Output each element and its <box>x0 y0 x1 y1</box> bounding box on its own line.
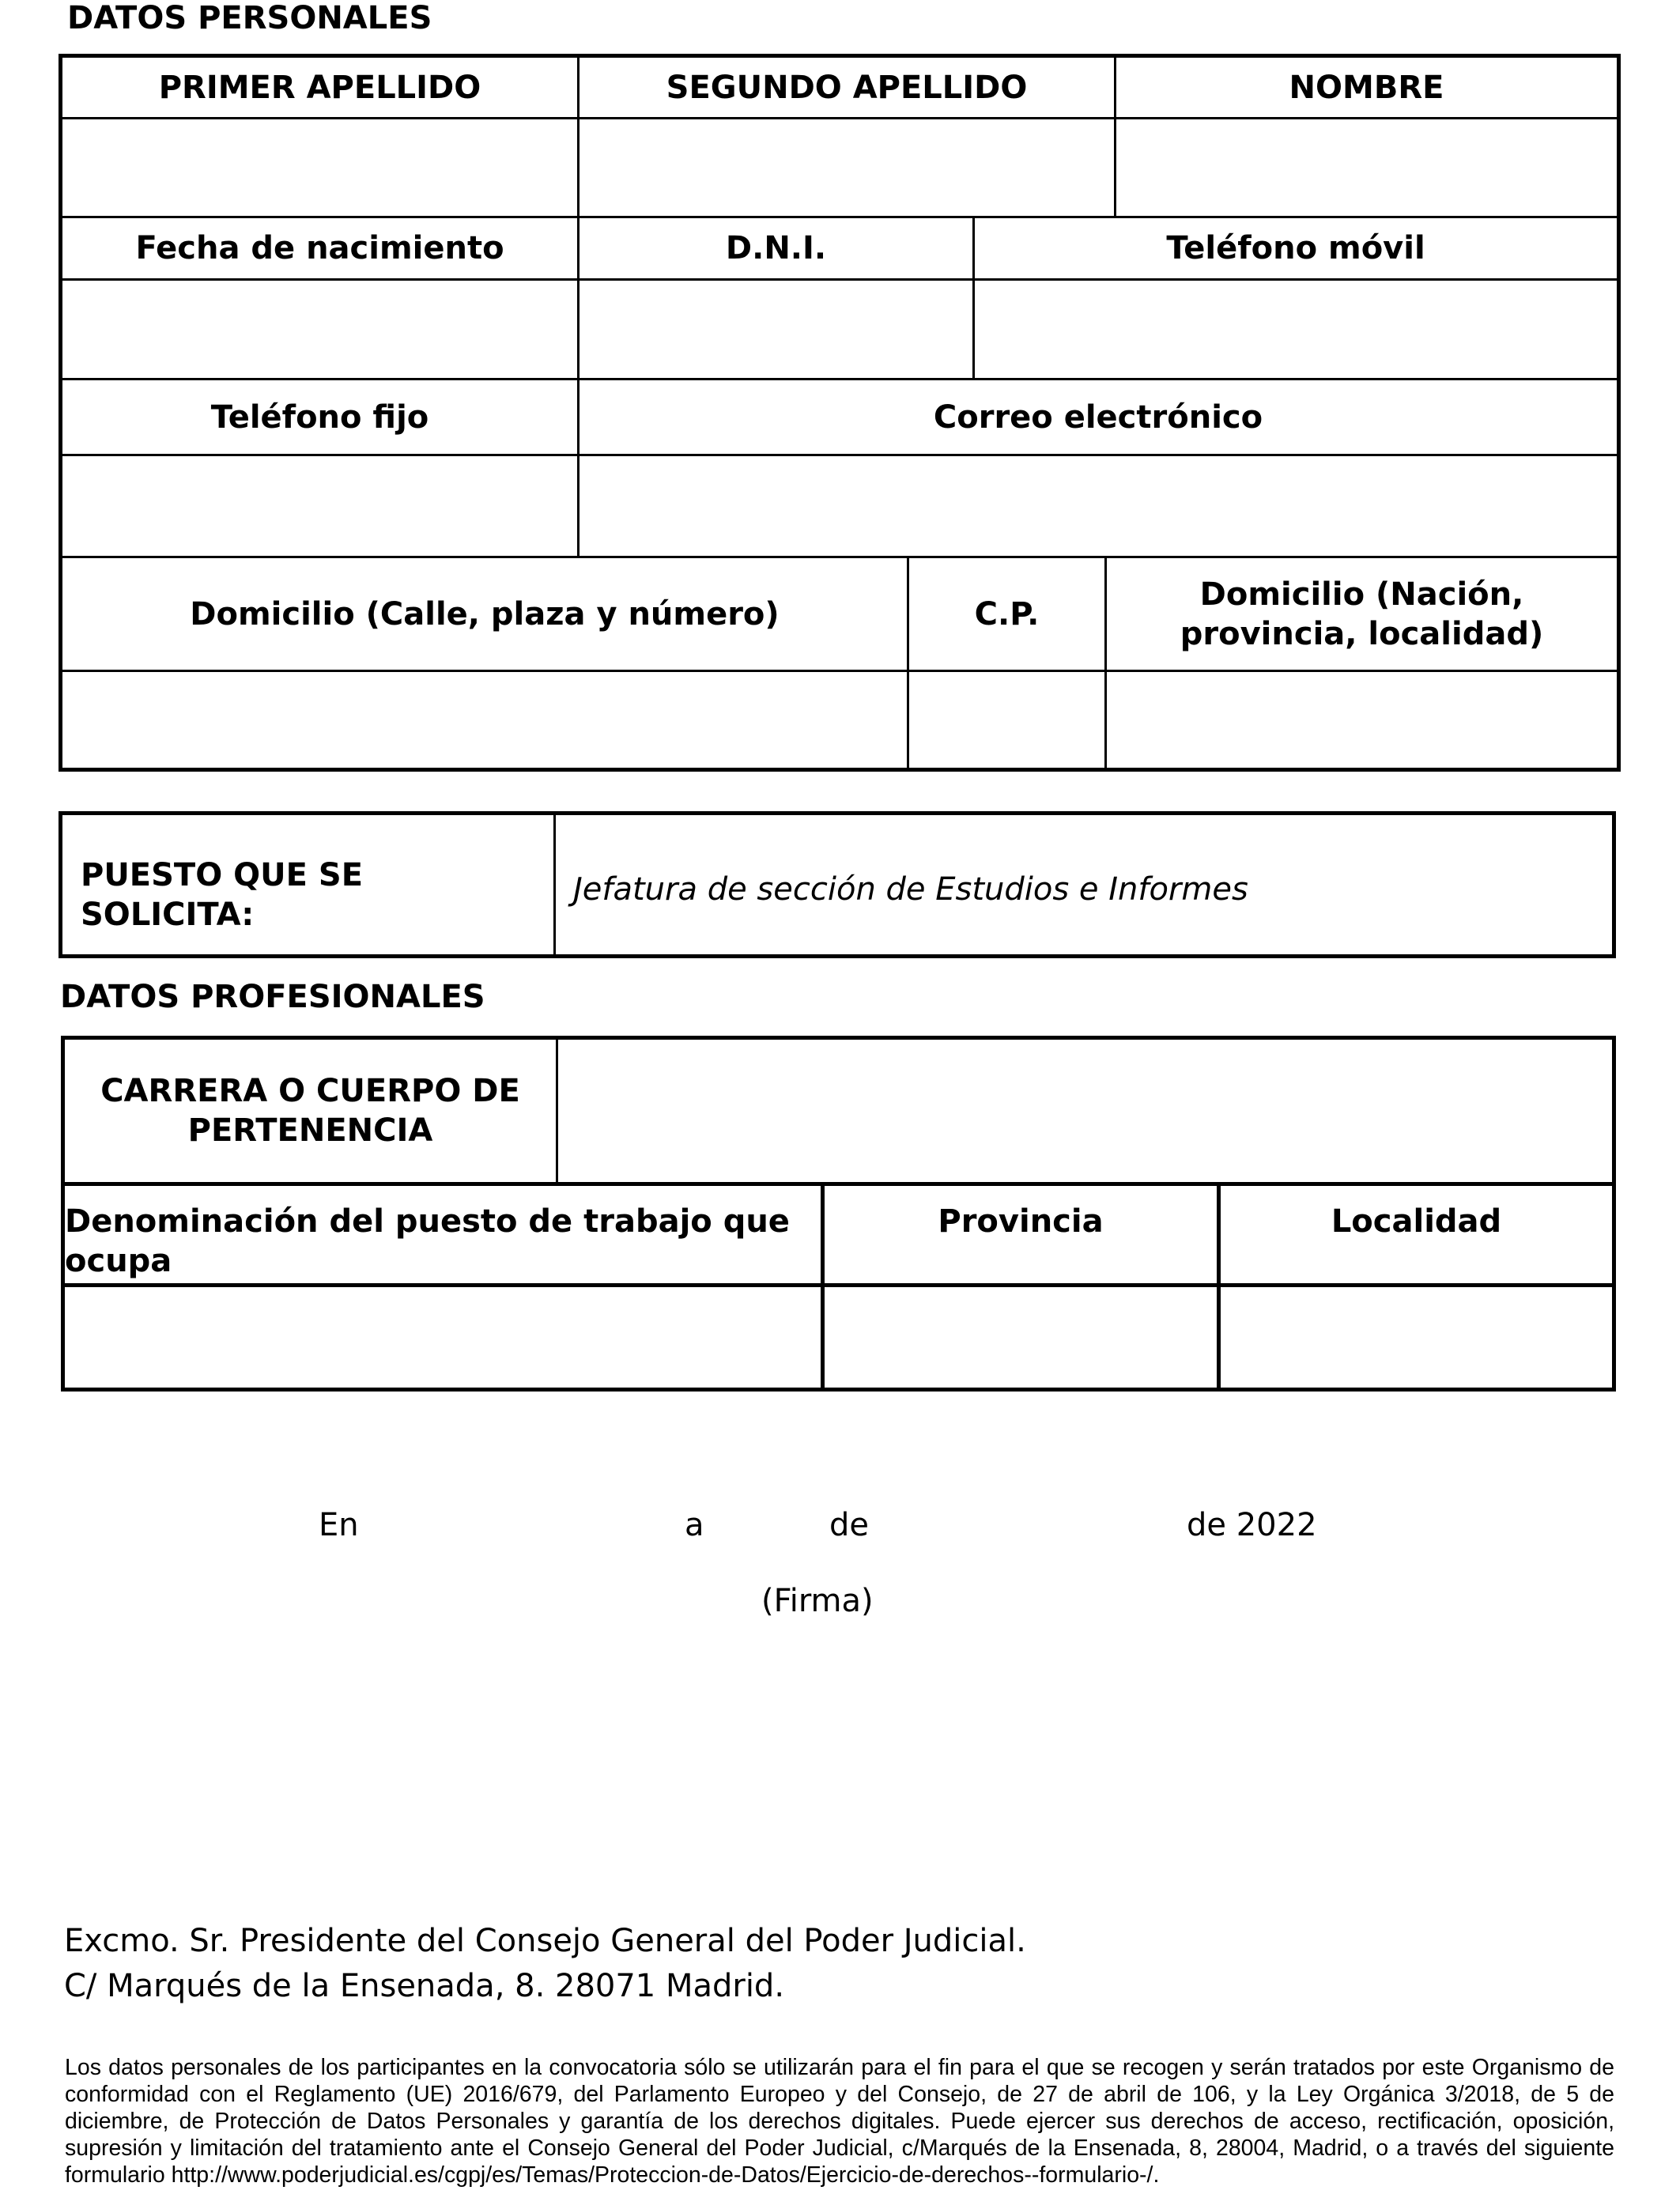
addressee-line1: Excmo. Sr. Presidente del Consejo General del Poder Judicial. <box>64 1923 1026 1959</box>
addressee-line2: C/ Marqués de la Ensenada, 8. 28071 Madrid. <box>64 1968 785 2004</box>
header-denominacion-line1: Denominación del puesto de trabajo que <box>65 1203 790 1240</box>
header-correo: Correo electrónico <box>933 398 1263 436</box>
localidad-field[interactable] <box>1221 1287 1612 1388</box>
header-denominacion-line2: ocupa <box>65 1243 172 1279</box>
header-primer-apellido: PRIMER APELLIDO <box>158 69 481 106</box>
dni-field[interactable] <box>580 281 972 378</box>
fecha-nacimiento-field[interactable] <box>62 281 577 378</box>
denominacion-field[interactable] <box>65 1287 821 1388</box>
header-telefono-movil: Teléfono móvil <box>1166 230 1425 266</box>
puesto-label <box>81 855 363 935</box>
header-segundo-apellido: SEGUNDO APELLIDO <box>666 69 1028 106</box>
date-year: de 2022 <box>1187 1507 1317 1543</box>
primer-apellido-field[interactable] <box>62 119 577 216</box>
puesto-value: Jefatura de sección de Estudios e Informes <box>573 871 1248 908</box>
segundo-apellido-field[interactable] <box>580 119 1114 216</box>
personal-data-title: DATOS PERSONALES <box>67 0 432 36</box>
date-a: a <box>685 1507 704 1543</box>
header-carrera-line2: PERTENENCIA <box>187 1112 433 1149</box>
cp-field[interactable] <box>909 672 1104 768</box>
puesto-label-line2: SOLICITA: <box>81 897 255 933</box>
domicilio-nacion-field[interactable] <box>1107 672 1617 768</box>
header-carrera <box>65 1040 556 1182</box>
professional-data-title: DATOS PROFESIONALES <box>60 979 485 1015</box>
header-telefono-fijo: Teléfono fijo <box>210 398 429 436</box>
header-dni: D.N.I. <box>725 230 827 266</box>
nombre-field[interactable] <box>1116 119 1617 216</box>
date-de: de <box>829 1507 869 1543</box>
divider <box>553 815 556 954</box>
header-domicilio-nacion-line1: Domicilio (Nación, <box>1199 576 1524 613</box>
header-cp: C.P. <box>974 595 1040 633</box>
header-nombre: NOMBRE <box>1289 69 1444 106</box>
header-domicilio-nacion-line2: provincia, localidad) <box>1180 615 1544 652</box>
correo-field[interactable] <box>580 456 1617 556</box>
privacy-notice: Los datos personales de los participantes en la convocatoria sólo se utilizarán para el fin para el que se recogen y serán tratados por este Organismo de conformidad con el Reglamento (UE) 2016/679, del Parlamento Europeo y del Consejo, de 27 de abril de 106, y la Ley Orgánica 3/2018, de 5 de diciembre, de Protección de Datos Personales y garantía de los derechos digitales. Puede ejercer sus derechos de acceso, rectificación, oposición, supresión y limitación del tratamiento ante el Consejo General del Poder Judicial, c/Marqués de la Ensenada, 8, 28004, Madrid, o a través del siguiente formulario http://www.poderjudicial.es/cgpj/es/Temas/Proteccion-de-Datos/Ejercicio-de-derechos--formulario-/. <box>65 2055 1614 2188</box>
provincia-field[interactable] <box>825 1287 1217 1388</box>
header-denominacion <box>65 1186 821 1283</box>
telefono-fijo-field[interactable] <box>62 456 577 556</box>
telefono-movil-field[interactable] <box>975 281 1617 378</box>
header-fecha-nacimiento: Fecha de nacimiento <box>135 230 504 266</box>
header-domicilio-calle: Domicilio (Calle, plaza y número) <box>190 595 780 633</box>
date-en: En <box>319 1507 359 1543</box>
header-provincia: Provincia <box>938 1203 1104 1240</box>
domicilio-calle-field[interactable] <box>62 672 907 768</box>
header-carrera-line1: CARRERA O CUERPO DE <box>100 1073 520 1109</box>
puesto-label-line1: PUESTO QUE SE <box>81 857 364 893</box>
signature-label: (Firma) <box>761 1583 874 1619</box>
header-localidad: Localidad <box>1331 1203 1502 1240</box>
header-domicilio-nacion <box>1107 558 1617 670</box>
carrera-field[interactable] <box>558 1040 1612 1182</box>
